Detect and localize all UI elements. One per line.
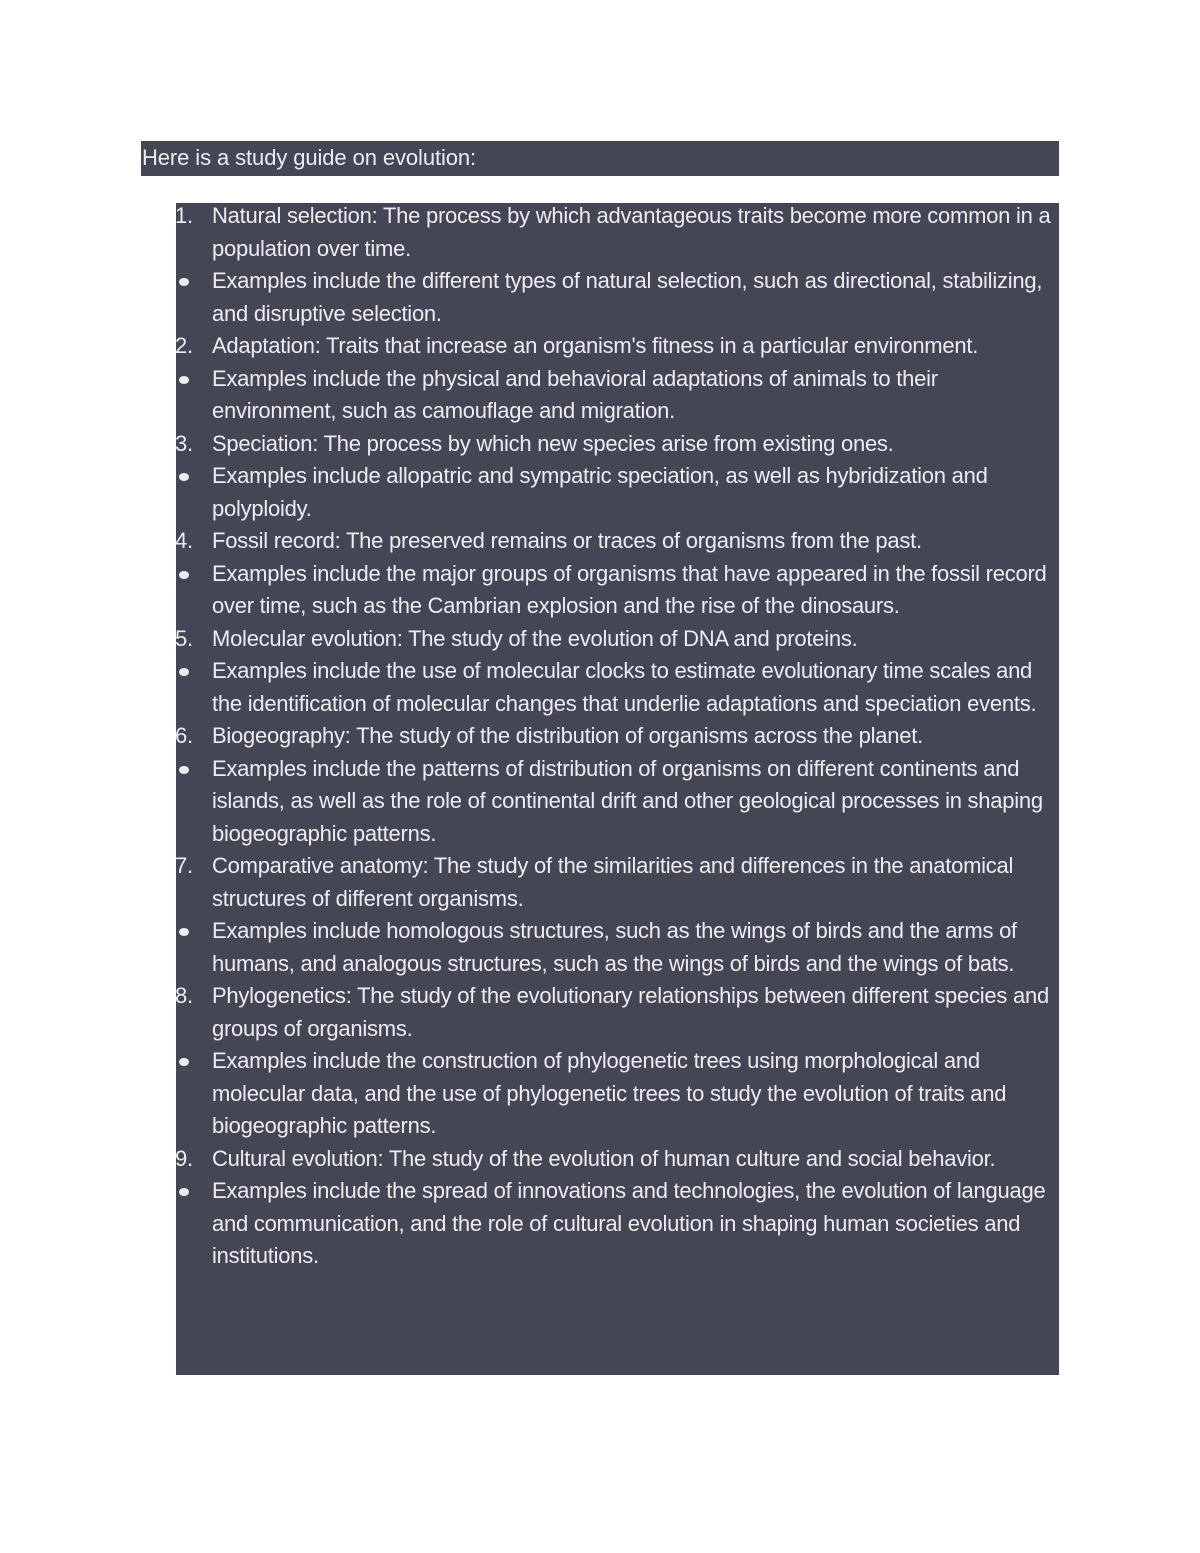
intro-text: Here is a study guide on evolution: <box>141 141 1059 176</box>
list-item-text: Comparative anatomy: The study of the similarities and differences in the anatomical structures of different organisms. <box>212 853 1014 911</box>
bullet-icon <box>179 473 189 481</box>
list-number: 7. <box>175 853 193 878</box>
numbered-item <box>176 980 1059 1045</box>
list-item-text: Examples include allopatric and sympatric speciation, as well as hybridization and polyploidy. <box>212 463 988 521</box>
list-item-text: Cultural evolution: The study of the evolution of human culture and social behavior. <box>212 1145 996 1171</box>
list-item-text: Examples include the different types of natural selection, such as directional, stabilizing, and disruptive selection. <box>212 268 1043 326</box>
list-item-text: Speciation: The process by which new species arise from existing ones. <box>212 430 894 456</box>
study-guide-list <box>176 200 1059 1273</box>
bullet-icon <box>179 1188 189 1196</box>
bullet-item <box>176 753 1059 851</box>
list-number: 5. <box>175 625 193 651</box>
list-item-text: Natural selection: The process by which advantageous traits become more common in a population over time. <box>212 203 1051 261</box>
bullet-item <box>176 363 1059 428</box>
list-number: 3. <box>175 430 193 456</box>
numbered-item <box>176 525 1059 558</box>
bullet-icon <box>179 1058 189 1066</box>
list-number: 9. <box>175 1145 193 1171</box>
numbered-item <box>176 330 1059 363</box>
list-number: 1. <box>175 203 193 228</box>
list-number: 2. <box>175 333 193 358</box>
numbered-item <box>176 1143 1059 1176</box>
bullet-icon <box>179 376 189 384</box>
list-number: 6. <box>175 723 193 748</box>
list-item-text: Examples include the patterns of distribution of organisms on different continents and islands, as well as the role of continental drift and other geological processes in shaping biogeographic patterns. <box>212 755 1043 846</box>
bullet-item <box>176 460 1059 525</box>
bullet-icon <box>179 668 189 676</box>
bullet-item <box>176 1045 1059 1143</box>
numbered-item <box>176 428 1059 461</box>
list-item-text: Examples include the physical and behavioral adaptations of animals to their environment, such as camouflage and migration. <box>212 365 938 423</box>
list-item-text: Examples include the major groups of organisms that have appeared in the fossil record over time, such as the Cambrian explosion and the rise of the dinosaurs. <box>212 560 1047 618</box>
list-item-text: Biogeography: The study of the distribution of organisms across the planet. <box>212 723 923 748</box>
list-item-text: Examples include the spread of innovations and technologies, the evolution of language and communication, and the role of cultural evolution in shaping human societies and institutions. <box>212 1178 1046 1268</box>
bullet-item <box>176 1175 1059 1273</box>
numbered-item <box>176 720 1059 753</box>
numbered-item <box>176 623 1059 656</box>
bullet-item <box>176 655 1059 720</box>
bullet-icon <box>179 766 189 774</box>
numbered-item <box>176 200 1059 265</box>
list-item-text: Molecular evolution: The study of the evolution of DNA and proteins. <box>212 625 858 651</box>
list-item-text: Examples include the construction of phylogenetic trees using morphological and molecular data, and the use of phylogenetic trees to study the evolution of traits and biogeographic patterns. <box>212 1048 1007 1138</box>
list-item-text: Examples include the use of molecular clocks to estimate evolutionary time scales and the identification of molecular changes that underlie adaptations and speciation events. <box>212 658 1037 716</box>
bullet-item <box>176 265 1059 330</box>
list-item-text: Fossil record: The preserved remains or traces of organisms from the past. <box>212 528 922 553</box>
bullet-icon <box>179 928 189 936</box>
bullet-icon <box>179 571 189 579</box>
numbered-item <box>176 850 1059 915</box>
list-item-text: Adaptation: Traits that increase an organism's fitness in a particular environment. <box>212 333 979 358</box>
list-item-text: Examples include homologous structures, such as the wings of birds and the arms of humans, and analogous structures, such as the wings of birds and the wings of bats. <box>212 918 1017 976</box>
study-guide-panel <box>176 203 1059 1375</box>
list-number: 8. <box>175 983 193 1008</box>
bullet-item <box>176 558 1059 623</box>
bullet-item <box>176 915 1059 980</box>
list-number: 4. <box>175 528 193 553</box>
bullet-icon <box>179 278 189 286</box>
list-item-text: Phylogenetics: The study of the evolutionary relationships between different species and groups of organisms. <box>212 983 1049 1041</box>
